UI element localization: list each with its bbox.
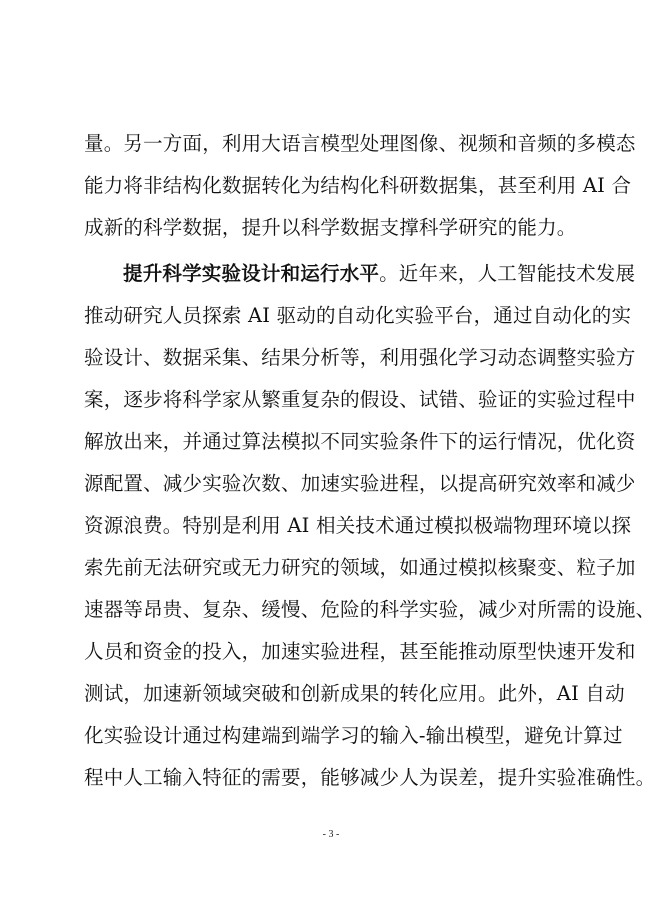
paragraph-2-line-6: 源配置、减少实验次数、加速实验进程，以提高研究效率和减少 xyxy=(84,472,636,495)
paragraph-2-line-9: 速器等昂贵、复杂、缓慢、危险的科学实验，减少对所需的设施、 xyxy=(84,598,656,621)
paragraph-2-line-8: 索先前无法研究或无力研究的领域，如通过模拟核聚变、粒子加 xyxy=(84,556,636,579)
paragraph-1-line-3: 成新的科学数据，提升以科学数据支撑科学研究的能力。 xyxy=(84,216,577,239)
paragraph-2-line-3: 验设计、数据采集、结果分析等，利用强化学习动态调整实验方 xyxy=(84,346,636,369)
paragraph-2-line-13: 程中人工输入特征的需要，能够减少人为误差，提升实验准确性。 xyxy=(84,766,656,789)
paragraph-2-line-1-rest: 。近年来，人工智能技术发展 xyxy=(379,262,636,285)
paragraph-2-line-12: 化实验设计通过构建端到端学习的输入-输出模型，避免计算过 xyxy=(84,724,623,747)
page-number: - 3 - xyxy=(322,829,340,840)
paragraph-2-line-11: 测试，加速新领域突破和创新成果的转化应用。此外，AI 自动 xyxy=(84,682,625,705)
paragraph-1-line-2: 能力将非结构化数据转化为结构化科研数据集，甚至利用 AI 合 xyxy=(84,174,632,197)
paragraph-2-line-5: 解放出来，并通过算法模拟不同实验条件下的运行情况，优化资 xyxy=(84,430,636,453)
section-heading: 提升科学实验设计和运行水平 xyxy=(123,262,380,285)
paragraph-2-line-4: 案，逐步将科学家从繁重复杂的假设、试错、验证的实验过程中 xyxy=(84,388,636,411)
paragraph-2-line-2: 推动研究人员探索 AI 驱动的自动化实验平台，通过自动化的实 xyxy=(84,304,632,327)
paragraph-2-line-10: 人员和资金的投入，加速实验进程，甚至能推动原型快速开发和 xyxy=(84,640,636,663)
paragraph-2-line-7: 资源浪费。特别是利用 AI 相关技术通过模拟极端物理环境以探 xyxy=(84,514,632,537)
paragraph-2-line-1 xyxy=(123,262,636,285)
paragraph-1-line-1: 量。另一方面，利用大语言模型处理图像、视频和音频的多模态 xyxy=(84,132,636,155)
